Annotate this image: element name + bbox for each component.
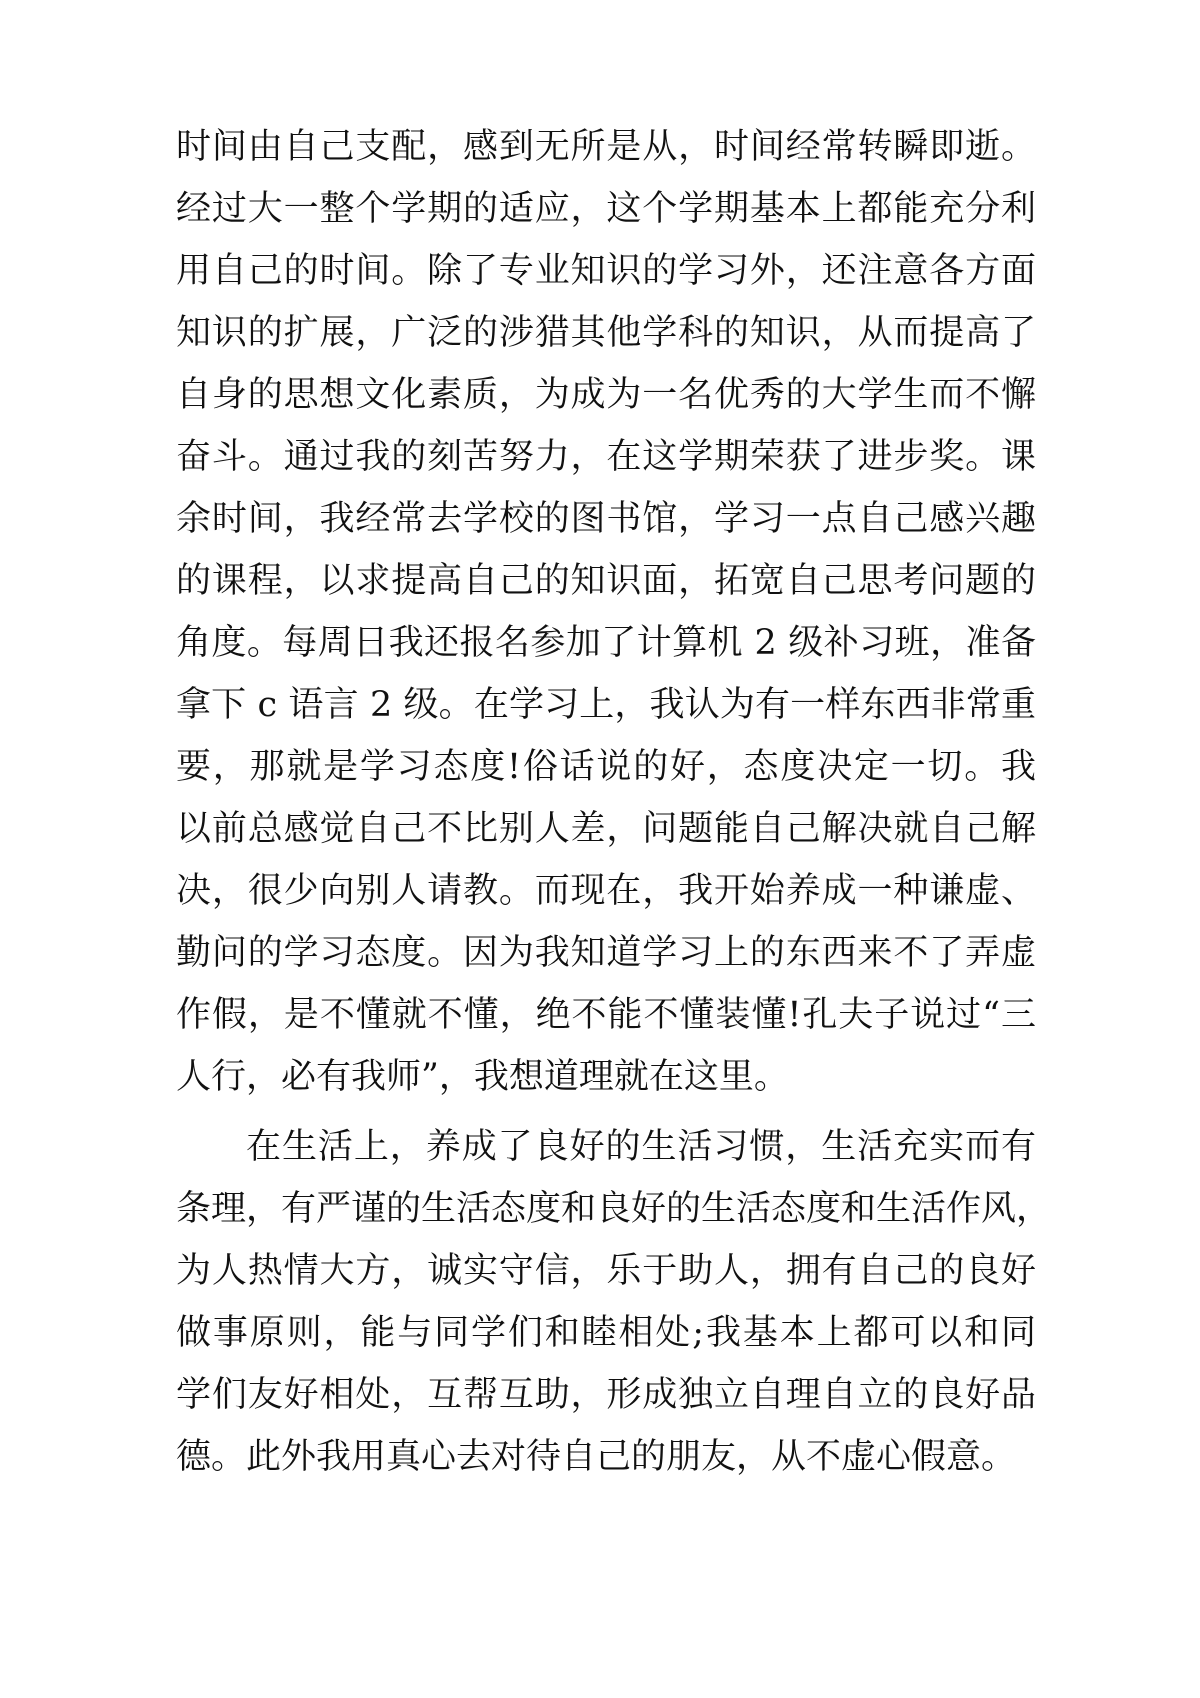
paragraph-line: 勤问的学习态度。因为我知道学习上的东西来不了弄虚 bbox=[176, 933, 1036, 973]
paragraph-line: 以前总感觉自己不比别人差，问题能自己解决就自己解 bbox=[176, 809, 1036, 849]
paragraph-line: 经过大一整个学期的适应，这个学期基本上都能充分利 bbox=[176, 189, 1036, 229]
paragraph-line: 要，那就是学习态度!俗话说的好，态度决定一切。我 bbox=[176, 747, 1036, 787]
paragraph-life bbox=[176, 1116, 1052, 1488]
paragraph-line: 的课程，以求提高自己的知识面，拓宽自己思考问题的 bbox=[176, 561, 1036, 601]
paragraph-line: 知识的扩展，广泛的涉猎其他学科的知识，从而提高了 bbox=[176, 313, 1036, 353]
paragraph-line: 学们友好相处，互帮互助，形成独立自理自立的良好品 bbox=[176, 1375, 1036, 1415]
paragraph-line: 作假，是不懂就不懂，绝不能不懂装懂!孔夫子说过“三 bbox=[176, 995, 1036, 1035]
paragraph-line: 做事原则，能与同学们和睦相处;我基本上都可以和同 bbox=[176, 1313, 1036, 1353]
paragraph-line: 时间由自己支配，感到无所是从，时间经常转瞬即逝。 bbox=[176, 127, 1036, 167]
paragraph-study bbox=[176, 116, 1036, 1108]
paragraph-line: 拿下 c 语言 2 级。在学习上，我认为有一样东西非常重 bbox=[176, 685, 1036, 725]
paragraph-line: 人行，必有我师”，我想道理就在这里。 bbox=[176, 1057, 789, 1097]
paragraph-line: 奋斗。通过我的刻苦努力，在这学期荣获了进步奖。课 bbox=[176, 437, 1036, 477]
paragraph-line: 自身的思想文化素质，为成为一名优秀的大学生而不懈 bbox=[176, 375, 1036, 415]
paragraph-line: 为人热情大方，诚实守信，乐于助人，拥有自己的良好 bbox=[176, 1251, 1036, 1291]
paragraph-line: 角度。每周日我还报名参加了计算机 2 级补习班，准备 bbox=[176, 623, 1036, 663]
paragraph-line: 条理，有严谨的生活态度和良好的生活态度和生活作风， bbox=[176, 1189, 1052, 1229]
paragraph-line: 余时间，我经常去学校的图书馆，学习一点自己感兴趣 bbox=[176, 499, 1036, 539]
paragraph-line: 德。此外我用真心去对待自己的朋友，从不虚心假意。 bbox=[176, 1437, 1017, 1477]
paragraph-line: 决，很少向别人请教。而现在，我开始养成一种谦虚、 bbox=[176, 871, 1036, 911]
paragraph-line: 用自己的时间。除了专业知识的学习外，还注意各方面 bbox=[176, 251, 1036, 291]
paragraph-line: 在生活上，养成了良好的生活习惯，生活充实而有 bbox=[246, 1127, 1036, 1167]
